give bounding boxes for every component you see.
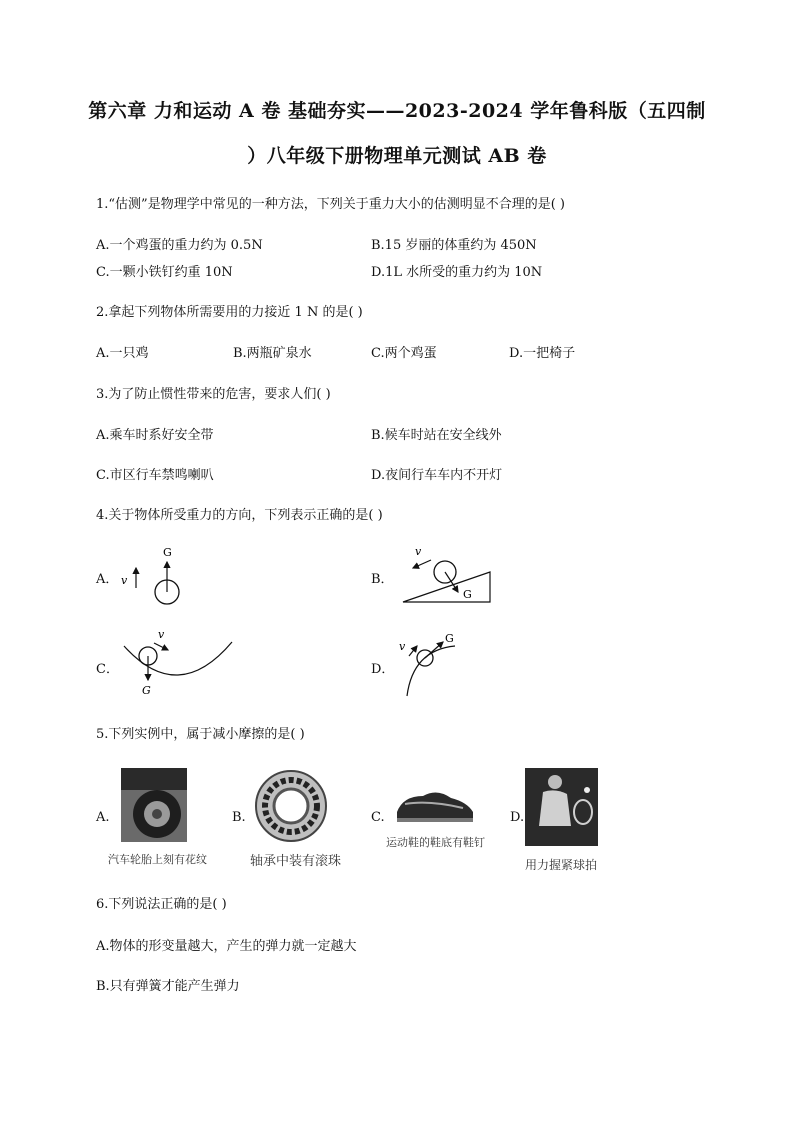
diagram-gravity-c — [118, 628, 238, 700]
doc-title-line2: ）八年级下册物理单元测试 AB 卷 — [247, 145, 547, 167]
question-1-option-d: D.1L 水所受的重力约为 10N — [371, 265, 543, 280]
question-4-option-d-label: D． — [371, 662, 395, 677]
question-2-option-b: B.两瓶矿泉水 — [233, 346, 312, 361]
question-6-stem: 6.下列说法正确的是( ) — [96, 897, 227, 912]
question-2-option-d: D.一把椅子 — [509, 346, 576, 361]
velocity-label: v — [415, 545, 422, 558]
caption-shoe: 运动鞋的鞋底有鞋钉 — [386, 836, 485, 849]
doc-title-line1: 第六章 力和运动 A 卷 基础夯实——2023-2024 学年鲁科版（五四制 — [88, 100, 706, 122]
question-5-option-d-label: D. — [510, 810, 525, 825]
question-4-stem: 4.关于物体所受重力的方向，下列表示正确的是( ) — [96, 508, 383, 523]
velocity-label: v — [158, 628, 165, 641]
question-5-option-b-label: B. — [232, 810, 246, 825]
caption-racket: 用力握紧球拍 — [525, 858, 598, 872]
photo-car-tire — [121, 768, 187, 842]
question-3-stem: 3.为了防止惯性带来的危害，要求人们( ) — [96, 387, 331, 402]
question-2-option-a: A.一只鸡 — [96, 346, 149, 361]
caption-tire: 汽车轮胎上刻有花纹 — [108, 853, 207, 866]
question-5-option-c-label: C. — [371, 810, 385, 825]
question-2-option-c: C.两个鸡蛋 — [371, 346, 437, 361]
question-1-option-b: B.15 岁丽的体重约为 450N — [371, 238, 537, 253]
velocity-label: v — [399, 640, 406, 653]
photo-tennis-player — [525, 768, 598, 846]
question-1-option-c: C.一颗小铁钉约重 10N — [96, 265, 233, 280]
question-3-option-d: D.夜间行车车内不开灯 — [371, 468, 503, 483]
question-5-option-a-label: A. — [96, 810, 110, 825]
question-4-option-a-label: A． — [96, 572, 119, 587]
question-6-option-a: A.物体的形变量越大，产生的弹力就一定越大 — [96, 939, 357, 954]
question-4-option-b-label: B． — [371, 572, 394, 587]
diagram-gravity-d — [395, 628, 475, 700]
photo-ball-bearing — [245, 768, 335, 844]
question-3-option-a: A.乘车时系好安全带 — [96, 428, 214, 443]
question-4-option-c-label: C． — [96, 662, 119, 677]
question-3-option-c: C.市区行车禁鸣喇叭 — [96, 468, 214, 483]
question-2-stem: 2.拿起下列物体所需要用的力接近 1 N 的是( ) — [96, 305, 363, 320]
question-6-option-b: B.只有弹簧才能产生弹力 — [96, 979, 240, 994]
gravity-label: G — [445, 632, 454, 645]
gravity-label: G — [463, 588, 472, 601]
question-3-option-b: B.候车时站在安全线外 — [371, 428, 502, 443]
photo-running-shoe — [393, 782, 477, 828]
diagram-gravity-b — [395, 540, 505, 610]
question-5-stem: 5.下列实例中，属于减小摩擦的是( ) — [96, 727, 305, 742]
diagram-gravity-a — [112, 540, 192, 610]
gravity-label: G — [163, 546, 172, 559]
question-1-stem: 1.“估测”是物理学中常见的一种方法，下列关于重力大小的估测明显不合理的是( ) — [96, 197, 565, 212]
gravity-label: G — [142, 684, 151, 697]
question-1-option-a: A.一个鸡蛋的重力约为 0.5N — [96, 238, 263, 253]
velocity-label: v — [121, 574, 128, 587]
caption-bearing: 轴承中装有滚珠 — [250, 854, 342, 869]
